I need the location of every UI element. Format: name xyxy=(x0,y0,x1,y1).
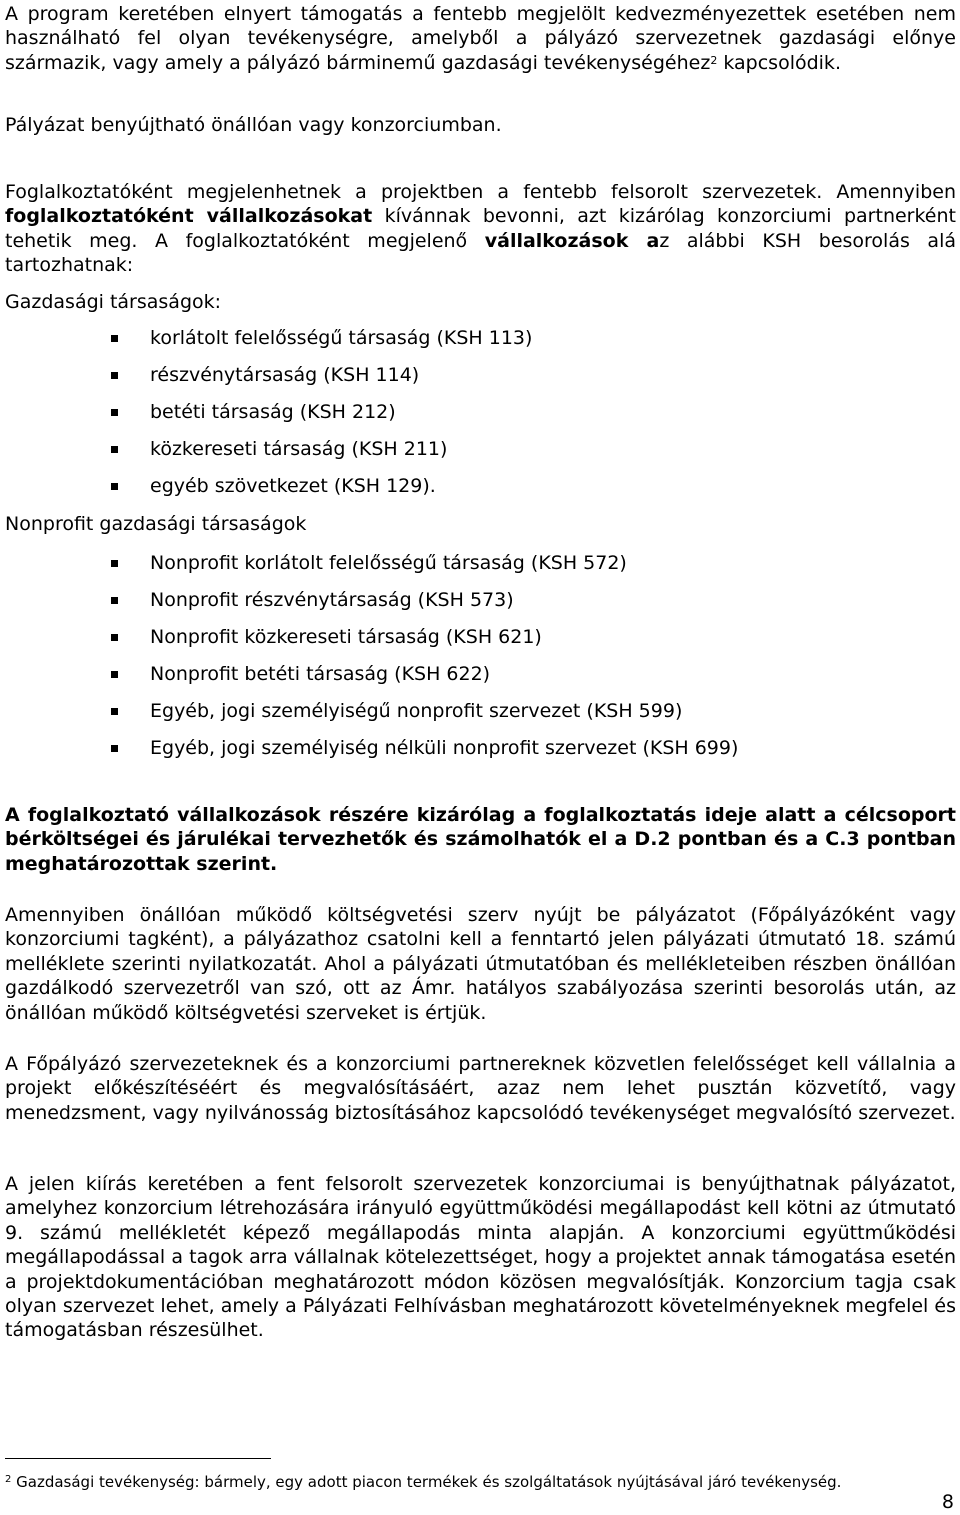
page-number: 8 xyxy=(941,1491,954,1513)
bullet-icon xyxy=(111,446,118,453)
footnote xyxy=(5,1472,841,1492)
heading-business-companies: Gazdasági társaságok: xyxy=(5,291,222,313)
heading-nonprofit-companies: Nonprofit gazdasági társaságok xyxy=(5,513,307,535)
paragraph-employers: Foglalkoztatóként megjelenhetnek a projektben a fentebb felsorolt szervezetek. Amennyiben foglalkoztatóként vállalkozásokat kívánnak bevonni, azt kizárólag konzorciumi partnerként tehetik meg. A foglalkoztatóként megjelenő vállalkozások az alábbi KSH besorolás alá tartozhatnak: xyxy=(5,181,956,277)
footnote-text: Gazdasági tevékenység: bármely, egy adott piacon termékek és szolgáltatások nyújtásával járó tevékenység. xyxy=(11,1473,842,1491)
list-item: Nonprofit korlátolt felelősségű társaság (KSH 572) xyxy=(5,551,956,575)
list-item: Nonprofit betéti társaság (KSH 622) xyxy=(5,662,956,686)
bullet-icon xyxy=(111,671,118,678)
paragraph-consortium-agreement: A jelen kiírás keretében a fent felsorolt szervezetek konzorciumai is benyújthatnak pályázatot, amelyhez konzorcium létrehozására irányuló együttműködési megállapodást kell kötni az útmutató 9. számú mellékletét képező megállapodás minta alapján. A konzorciumi együttműködési megállapodással a tagok arra vállalnak kötelezettséget, hogy a projektet annak támogatása esetén a projektdokumentációban meghatározott módon közösen megvalósítják. Konzorcium tagja csak olyan szervezet lehet, amely a Pályázati Felhívásban meghatározott követelményeknek megfelel és támogatásban részesülhet. xyxy=(5,1173,956,1342)
footnote-reference[interactable]: 2 xyxy=(710,53,718,67)
footnote-mark: 2 xyxy=(5,1474,12,1485)
list-item: Nonprofit részvénytársaság (KSH 573) xyxy=(5,588,956,612)
bullet-icon xyxy=(111,560,118,567)
bullet-icon xyxy=(111,372,118,379)
paragraph-bold-costs: A foglalkoztató vállalkozások részére kizárólag a foglalkoztatás ideje alatt a célcsoport bérköltségei és járulékai tervezhetők és számolhatók el a D.2 pontban és a C.3 pontban meghatározottak szerint. xyxy=(5,804,956,875)
list-item: Nonprofit közkereseti társaság (KSH 621) xyxy=(5,625,956,649)
list-nonprofit-companies xyxy=(5,551,956,760)
paragraph-consortium-note: Pályázat benyújtható önállóan vagy konzorciumban. xyxy=(5,114,502,136)
list-item: korlátolt felelősségű társaság (KSH 113) xyxy=(5,326,956,350)
bullet-icon xyxy=(111,409,118,416)
paragraph-budget-bodies: Amennyiben önállóan működő költségvetési szerv nyújt be pályázatot (Főpályázóként vagy konzorciumi tagként), a pályázathoz csatolni kell a fenntartó jelen pályázati útmutató 18. számú melléklete szerinti nyilatkozatát. Ahol a pályázati útmutatóban és mellékleteiben részben önállóan gazdálkodó szervezetről van szó, ott az Ámr. hatályos szabályozása szerinti besorolás után, az önállóan működő költségvetési szerveket is értjük. xyxy=(5,904,956,1024)
list-business-companies xyxy=(5,326,956,498)
bullet-icon xyxy=(111,745,118,752)
bullet-icon xyxy=(111,634,118,641)
paragraph-eligibility: A program keretében elnyert támogatás a fentebb megjelölt kedvezményezettek esetében nem használható fel olyan tevékenységre, amelyből a pályázó szervezetnek gazdasági előnye származik, vagy amely a pályázó bárminemű gazdasági tevékenységéhez$^2$ kapcsolódik. xyxy=(5,3,956,74)
footnote-separator xyxy=(5,1458,271,1459)
paragraph-lead-applicant: A Főpályázó szervezeteknek és a konzorciumi partnereknek közvetlen felelősséget kell vállalnia a projekt előkészítéséért és megvalósításáért, azaz nem lehet pusztán közvetítő, vagy menedzsment, vagy nyilvánosság biztosításához kapcsolódó tevékenységet megvalósító szervezet. xyxy=(5,1053,956,1124)
list-item: betéti társaság (KSH 212) xyxy=(5,400,956,424)
bullet-icon xyxy=(111,708,118,715)
bullet-icon xyxy=(111,483,118,490)
bullet-icon xyxy=(111,597,118,604)
list-item: Egyéb, jogi személyiség nélküli nonprofit szervezet (KSH 699) xyxy=(5,736,956,760)
list-item: Egyéb, jogi személyiségű nonprofit szervezet (KSH 599) xyxy=(5,699,956,723)
list-item: közkereseti társaság (KSH 211) xyxy=(5,437,956,461)
list-item: egyéb szövetkezet (KSH 129). xyxy=(5,474,956,498)
bullet-icon xyxy=(111,335,118,342)
list-item: részvénytársaság (KSH 114) xyxy=(5,363,956,387)
